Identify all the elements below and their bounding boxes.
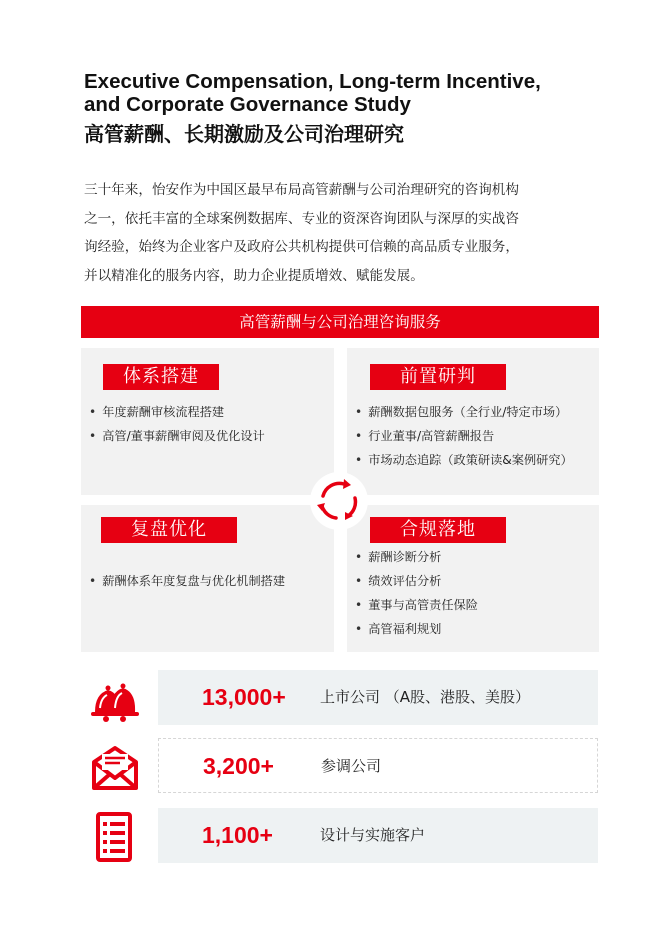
- list-item: • 薪酬诊断分析: [355, 545, 478, 569]
- card-list: [89, 569, 285, 593]
- card-preliminary-assessment: [347, 348, 599, 495]
- page-title-en: [84, 70, 624, 116]
- list-item: • 高管福利规划: [355, 617, 478, 641]
- stat-clients: [158, 808, 598, 863]
- list-item: • 董事与高管责任保险: [355, 593, 478, 617]
- checklist-icon: [86, 810, 144, 868]
- title-en-line-1: Executive Compensation, Long-term Incentive,: [84, 70, 541, 93]
- page-title-zh: 高管薪酬、长期激励及公司治理研究: [84, 122, 404, 146]
- stat-surveyed-companies: [158, 738, 598, 793]
- stat-label: 设计与实施客户: [320, 826, 426, 844]
- card-compliance-implementation: [347, 505, 599, 652]
- card-list: [355, 400, 573, 472]
- list-item: • 年度薪酬审核流程搭建: [89, 400, 265, 424]
- services-banner: 高管薪酬与公司治理咨询服务: [81, 306, 599, 338]
- stat-label: 上市公司 （A股、港股、美股）: [320, 688, 531, 706]
- card-list: [355, 545, 478, 641]
- intro-line: 并以精准化的服务内容，助力企业提质增效、赋能发展。: [84, 267, 424, 284]
- title-en-line-2: and Corporate Governance Study: [84, 93, 411, 116]
- list-item: • 高管/董事薪酬审阅及优化设计: [89, 424, 265, 448]
- card-review-optimization: [81, 505, 334, 652]
- card-tag: 前置研判: [370, 364, 506, 390]
- card-tag: 复盘优化: [101, 517, 237, 543]
- card-tag: 合规落地: [370, 517, 506, 543]
- card-tag: 体系搭建: [103, 364, 219, 390]
- refresh-cycle-icon: [310, 472, 368, 530]
- list-item: • 薪酬体系年度复盘与优化机制搭建: [89, 569, 285, 593]
- card-system-building: [81, 348, 334, 495]
- bell-icon: [86, 672, 144, 730]
- intro-line: 询经验，始终为企业客户及政府公共机构提供可信赖的高品质专业服务，: [84, 239, 519, 255]
- intro-line: 三十年来，怡安作为中国区最早布局高管薪酬与公司治理研究的咨询机构: [84, 182, 519, 198]
- list-item: • 绩效评估分析: [355, 569, 478, 593]
- mail-icon: [86, 740, 144, 798]
- intro-paragraph: [84, 176, 604, 290]
- stat-number: 13,000+: [202, 684, 286, 710]
- list-item: • 行业董事/高管薪酬报告: [355, 424, 573, 448]
- intro-line: 之一，依托丰富的全球案例数据库、专业的资深咨询团队与深厚的实战咨: [84, 210, 519, 227]
- card-list: [89, 400, 265, 448]
- list-item: • 市场动态追踪（政策研读&案例研究）: [355, 448, 573, 472]
- list-item: • 薪酬数据包服务（全行业/特定市场）: [355, 400, 573, 424]
- stat-label: 参调公司: [321, 757, 382, 775]
- stat-listed-companies: [158, 670, 598, 725]
- stat-number: 1,100+: [202, 822, 273, 848]
- stat-number: 3,200+: [203, 753, 274, 779]
